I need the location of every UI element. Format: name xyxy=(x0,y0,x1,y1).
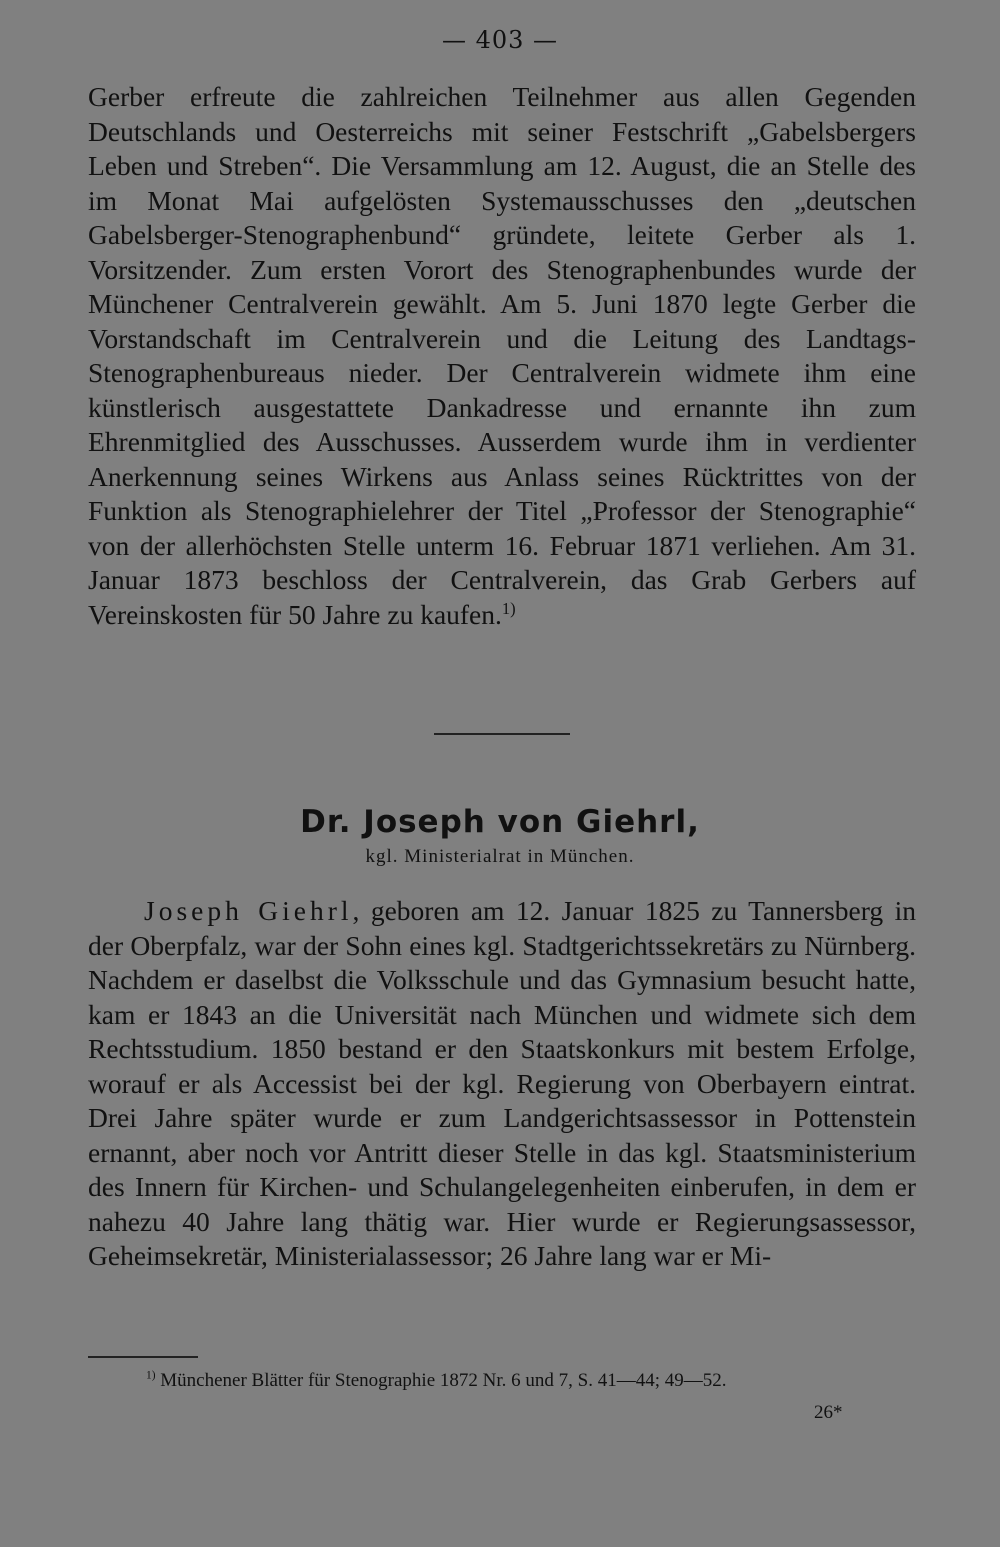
paragraph-gerber-text: Gerber erfreute die zahlreichen Teilnehmer aus allen Gegenden Deutschlands und Oesterreichs mit seiner Festschrift „Gabelsbergers Leben und Streben“. Die Versammlung am 12. August, die an Stelle des im Monat Mai aufgelösten Systemausschusses den „deutschen Gabelsberger-Stenographenbund“ gründete, leitete Gerber als 1. Vorsitzender. Zum ersten Vorort des Stenographenbundes wurde der Münchener Centralverein gewählt. Am 5. Juni 1870 legte Gerber die Vorstandschaft im Centralverein und die Leitung des Landtags-Stenographenbureaus nieder. Der Centralverein widmete ihm eine künstlerisch ausgestattete Dankadresse und ernannte ihn zum Ehrenmitglied des Ausschusses. Ausserdem wurde ihm in verdienter Anerkennung seines Wirkens aus Anlass seines Rücktrittes von der Funktion als Stenographielehrer der Titel „Professor der Stenographie“ von der allerhöchsten Stelle unterm 16. Februar 1871 verliehen. Am 31. Januar 1873 beschloss der Centralverein, das Grab Gerbers auf Vereinskosten für 50 Jahre zu kaufen. xyxy=(88,81,916,630)
section-subheading: kgl. Ministerialrat in München. xyxy=(365,846,635,867)
section-heading: Dr. Joseph von Giehrl, xyxy=(300,804,700,840)
lead-name: Joseph Giehrl xyxy=(144,895,353,926)
footnote xyxy=(146,1370,726,1392)
footnote-marker: 1) xyxy=(146,1369,156,1382)
footnote-reference: 1) xyxy=(501,598,516,618)
paragraph-giehrl-text: , geboren am 12. Januar 1825 zu Tannersberg in der Oberpfalz, war der Sohn eines kgl. Stadtgerichtssekretärs zu Nürnberg. Nachdem er daselbst die Volksschule und das Gymnasium besucht hatte, kam er 1843 an die Universität nach München und widmete sich dem Rechtsstudium. 1850 bestand er den Staatskonkurs mit bestem Erfolge, worauf er als Accessist bei der kgl. Regierung von Oberbayern eintrat. Drei Jahre später wurde er zum Landgerichtsassessor in Pottenstein ernannt, aber noch vor Antritt dieser Stelle in das kgl. Staatsministerium des Innern für Kirchen- und Schulangelegenheiten einberufen, in dem er nahezu 40 Jahre lang thätig war. Hier wurde er Regierungsassessor, Geheimsekretär, Ministerialassessor; 26 Jahre lang war er Mi- xyxy=(88,895,916,1271)
page-number: — 403 — xyxy=(441,26,559,54)
signature-mark: 26* xyxy=(814,1402,843,1423)
footnote-rule xyxy=(88,1356,198,1358)
paragraph-gerber xyxy=(88,80,916,632)
section-divider xyxy=(434,733,570,735)
footnote-text: Münchener Blätter für Stenographie 1872 Nr. 6 und 7, S. 41—44; 49—52. xyxy=(155,1370,727,1391)
paragraph-giehrl xyxy=(88,894,916,1274)
